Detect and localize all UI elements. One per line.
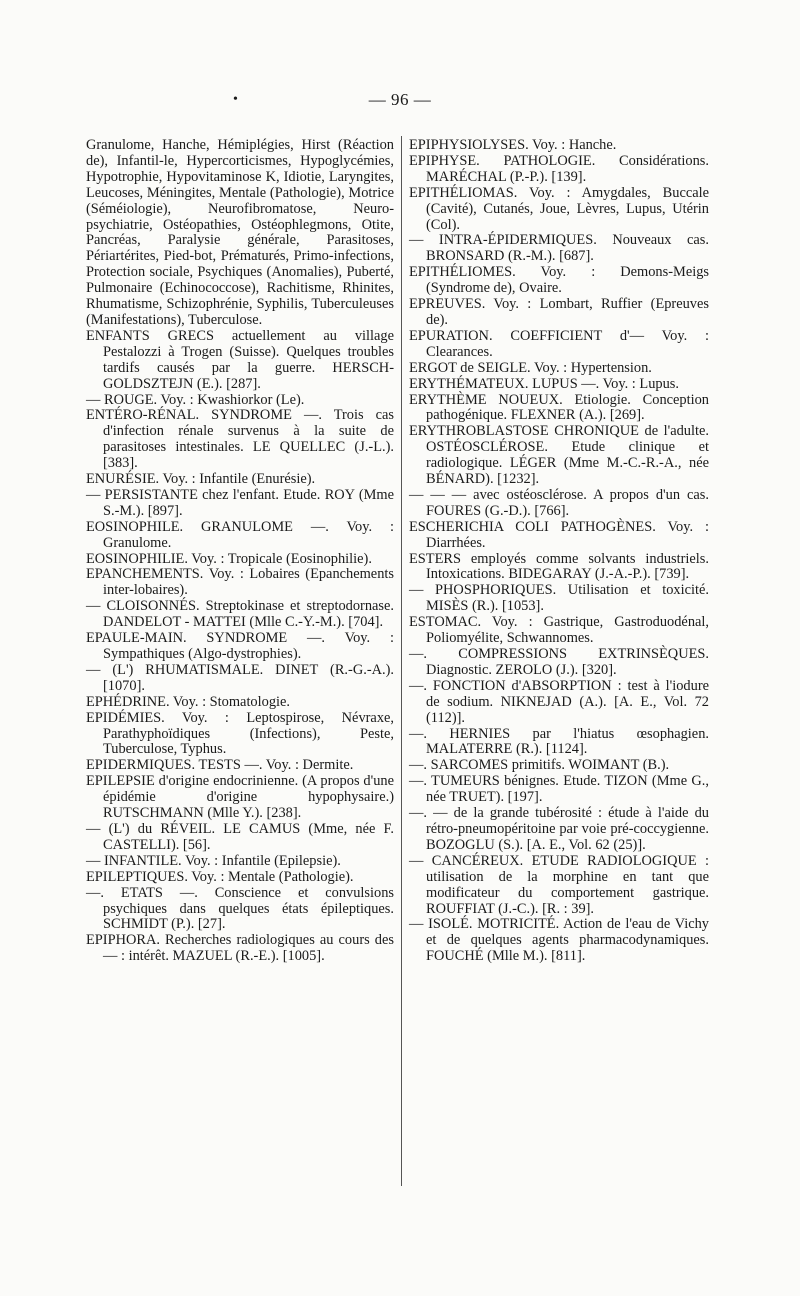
index-entry: ENTÉRO-RÉNAL. SYNDROME —. Trois cas d'infection rénale survenus à la suite de parasitoses intestinales. LE QUELLEC (J.-L.). [383].	[86, 407, 394, 472]
index-entry: —. SARCOMES primitifs. WOIMANT (B.).	[409, 757, 670, 774]
index-entry: ERGOT de SEIGLE. Voy. : Hypertension.	[409, 359, 652, 376]
index-entry: — PERSISTANTE chez l'enfant. Etude. ROY (Mme S.-M.). [897].	[86, 486, 394, 519]
index-entry: ENURÉSIE. Voy. : Infantile (Enurésie).	[86, 471, 316, 488]
index-entry: ESCHERICHIA COLI PATHOGÈNES. Voy. : Diarrhées.	[409, 518, 709, 551]
index-entry: ERYTHÈME NOUEUX. Etiologie. Conception pathogénique. FLEXNER (A.). [269].	[409, 391, 709, 424]
index-entry: —. COMPRESSIONS EXTRINSÈQUES. Diagnostic. ZEROLO (J.). [320].	[409, 646, 709, 678]
index-entry: EPILEPTIQUES. Voy. : Mentale (Pathologie).	[86, 868, 354, 885]
index-entry: EOSINOPHILIE. Voy. : Tropicale (Eosinophilie).	[86, 550, 372, 567]
index-entry: — (L') RHUMATISMALE. DINET (R.-G.-A.). [1070].	[86, 661, 394, 694]
index-entry: ERYTHÉMATEUX. LUPUS —. Voy. : Lupus.	[409, 375, 679, 392]
index-entry: ERYTHROBLASTOSE CHRONIQUE de l'adulte. OSTÉOSCLÉROSE. Etude clinique et radiologique. LÉGER (Mme M.-C.-R.-A., née BÉNARD). [1232].	[409, 423, 709, 488]
index-entry: —. FONCTION d'ABSORPTION : test à l'iodure de sodium. NIKNEJAD (A.). [A. E., Vol. 72 (112)].	[409, 677, 709, 726]
index-entry: EPIPHORA. Recherches radiologiques au cours des — : intérêt. MAZUEL (R.-E.). [1005].	[86, 932, 394, 965]
index-entry: ESTOMAC. Voy. : Gastrique, Gastroduodénal, Poliomyélite, Schwannomes.	[409, 614, 709, 647]
index-entry: EOSINOPHILE. GRANULOME —. Voy. : Granulome.	[86, 518, 394, 551]
index-entry: — ISOLÉ. MOTRICITÉ. Action de l'eau de Vichy et de quelques agents pharmacodynamiques. FOUCHÉ (Mlle M.). [811].	[409, 916, 709, 965]
right-column	[409, 138, 709, 965]
index-entry: —. ETATS —. Conscience et convulsions psychiques dans quelques états épileptiques. SCHMIDT (P.). [27].	[86, 884, 394, 933]
column-divider	[401, 136, 402, 1186]
stray-mark: •	[233, 92, 238, 107]
index-entry: Granulome, Hanche, Hémiplégies, Hirst (Réaction de), Infantil-le, Hypercorticismes, Hypoglycémies, Hypotrophie, Hypovitaminose K, Idiotie, Laryngites, Leucoses, Méningites, Mentale (Pathologie), Motrice (Séméiologie), Neurofibromatose, Neuro-psychiatrie, Ostéopathies, Ostéophlegmons, Otite, Pancréas, Paralysie générale, Parasitoses, Périartérites, Pied-bot, Prématurés, Primo-infections, Protection sociale, Psychiques (Anomalies), Puberté, Pulmonaire (Echinococcose), Rachitisme, Rhinites, Rhumatisme, Schizophrénie, Syphilis, Tuberculeuses (Manifestations), Tuberculose.	[86, 137, 394, 328]
index-entry: —. — de la grande tubérosité : étude à l'aide du rétro-pneumopéritoine par voie pré-coccygienne. BOZOGLU (S.). [A. E., Vol. 62 (25)].	[409, 805, 709, 853]
index-entry: — CANCÉREUX. ETUDE RADIOLOGIQUE : utilisation de la morphine en tant que modificateur du comportement gastrique. ROUFFIAT (J.-C.). [R. : 39].	[409, 852, 709, 917]
index-entry: EPITHÉLIOMES. Voy. : Demons-Meigs (Syndrome de), Ovaire.	[409, 264, 709, 297]
index-entry: — (L') du RÉVEIL. LE CAMUS (Mme, née F. CASTELLI). [56].	[86, 820, 394, 853]
index-entry: —. TUMEURS bénignes. Etude. TIZON (Mme G., née TRUET). [197].	[409, 773, 709, 806]
index-entry: — INFANTILE. Voy. : Infantile (Epilepsie).	[86, 852, 341, 869]
index-entry: EPIDÉMIES. Voy. : Leptospirose, Névraxe, Parathyphoïdiques (Infections), Peste, Tuberculose, Typhus.	[86, 709, 394, 758]
index-entry: — — — avec ostéosclérose. A propos d'un cas. FOURES (G.-D.). [766].	[409, 486, 709, 519]
index-entry: ESTERS employés comme solvants industriels. Intoxications. BIDEGARAY (J.-A.-P.). [739].	[409, 550, 709, 583]
index-entry: EPANCHEMENTS. Voy. : Lobaires (Epanchements inter-lobaires).	[86, 566, 394, 599]
index-entry: — INTRA-ÉPIDERMIQUES. Nouveaux cas. BRONSARD (R.-M.). [687].	[409, 232, 709, 265]
index-entry: EPIDERMIQUES. TESTS —. Voy. : Dermite.	[86, 757, 354, 774]
index-entry: EPIPHYSE. PATHOLOGIE. Considérations. MARÉCHAL (P.-P.). [139].	[409, 152, 709, 185]
index-entry: ENFANTS GRECS actuellement au village Pestalozzi à Trogen (Suisse). Quelques troubles tardifs causés par la guerre. HERSCH-GOLDSZTEJN (E.). [287].	[86, 327, 394, 392]
index-entry: EPURATION. COEFFICIENT d'— Voy. : Clearances.	[409, 327, 709, 360]
index-entry: EPREUVES. Voy. : Lombart, Ruffier (Epreuves de).	[409, 296, 709, 328]
page-number: — 96 —	[368, 90, 432, 109]
index-entry: EPITHÉLIOMAS. Voy. : Amygdales, Buccale (Cavité), Cutanés, Joue, Lèvres, Lupus, Utérin (Col).	[409, 184, 709, 233]
index-entry: — ROUGE. Voy. : Kwashiorkor (Le).	[86, 391, 305, 408]
index-entry: EPAULE-MAIN. SYNDROME —. Voy. : Sympathiques (Algo-dystrophies).	[86, 630, 394, 662]
index-entry: EPHÉDRINE. Voy. : Stomatologie.	[86, 693, 291, 710]
index-entry: EPILEPSIE d'origine endocrinienne. (A propos d'une épidémie d'origine hypophysaire.) RUTSCHMANN (Mlle Y.). [238].	[86, 773, 394, 822]
index-entry: EPIPHYSIOLYSES. Voy. : Hanche.	[409, 137, 617, 153]
index-entry: — PHOSPHORIQUES. Utilisation et toxicité. MISÈS (R.). [1053].	[409, 582, 709, 615]
index-entry: —. HERNIES par l'hiatus œsophagien. MALATERRE (R.). [1124].	[409, 725, 709, 758]
left-column	[86, 138, 394, 965]
index-entry: — CLOISONNÉS. Streptokinase et streptodornase. DANDELOT - MATTEI (Mlle C.-Y.-M.). [704].	[86, 598, 394, 631]
